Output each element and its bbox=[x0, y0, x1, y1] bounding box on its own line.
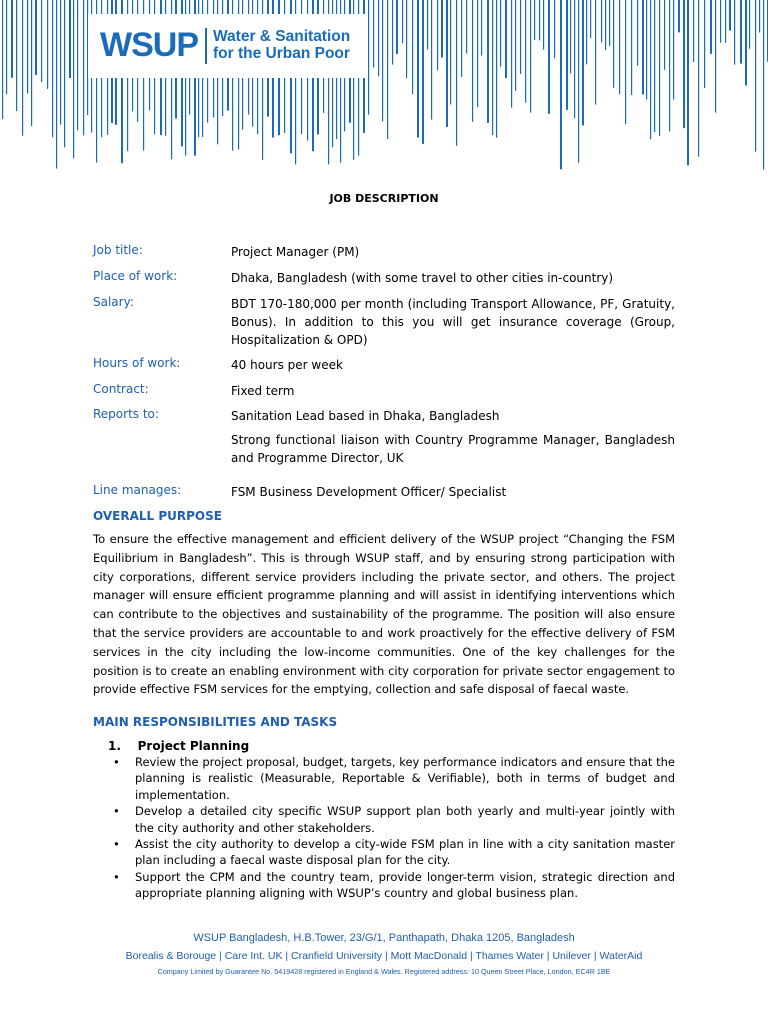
bullet-glyph: • bbox=[113, 869, 120, 884]
field-label-salary: Salary: bbox=[93, 295, 134, 309]
skyline-bar bbox=[392, 0, 393, 65]
skyline-bar bbox=[619, 0, 620, 94]
skyline-bar bbox=[601, 0, 602, 43]
skyline-bar bbox=[492, 0, 493, 135]
field-label-job-title: Job title: bbox=[93, 243, 143, 257]
skyline-bar bbox=[755, 0, 756, 152]
skyline-bar bbox=[734, 0, 735, 65]
bullet-glyph: • bbox=[113, 837, 120, 852]
list-item: • Assist the city authority to develop a city-wide FSM plan in line with a city sanitation master plan including a faecal waste disposal plan for the city. bbox=[113, 837, 675, 868]
field-value-liaison: Strong functional liaison with Country Programme Manager, Bangladesh and Programme Director, UK bbox=[231, 433, 675, 465]
field-label-contract: Contract: bbox=[93, 382, 149, 396]
list-item: • Review the project proposal, budget, targets, key performance indicators and ensure that the planning is realistic (Measurable, Reportable & Verifiable), both in terms of budget and implementation. bbox=[113, 755, 675, 802]
field-value-job-title: Project Manager (PM) bbox=[231, 245, 360, 259]
skyline-bar bbox=[729, 0, 731, 31]
skyline-bar bbox=[496, 0, 497, 138]
field-value-place-of-work: Dhaka, Bangladesh (with some travel to other cities in-country) bbox=[231, 271, 614, 285]
skyline-bar bbox=[373, 0, 374, 68]
skyline-bar bbox=[664, 0, 665, 70]
skyline-bar bbox=[402, 0, 403, 43]
skyline-bar bbox=[515, 0, 516, 91]
skyline-bar bbox=[566, 0, 568, 110]
skyline-bar bbox=[47, 0, 48, 89]
skyline-bar bbox=[422, 0, 424, 144]
logo-divider bbox=[205, 28, 207, 64]
skyline-bar bbox=[22, 0, 23, 136]
skyline-bar bbox=[560, 0, 562, 169]
skyline-bar bbox=[530, 0, 531, 113]
skyline-bar bbox=[539, 0, 540, 40]
responsibilities-heading: MAIN RESPONSIBILITIES AND TASKS bbox=[93, 715, 338, 729]
skyline-bar bbox=[16, 0, 17, 111]
field-label-line-manages: Line manages: bbox=[93, 483, 182, 497]
field-value-hours: 40 hours per week bbox=[231, 358, 343, 372]
skyline-bar bbox=[613, 0, 614, 88]
skyline-bar bbox=[590, 0, 591, 38]
skyline-bar bbox=[693, 0, 694, 62]
skyline-bar bbox=[431, 0, 432, 120]
logo-wordmark: WSUP bbox=[100, 26, 198, 64]
skyline-bar bbox=[704, 0, 705, 88]
skyline-bar bbox=[710, 0, 712, 54]
skyline-bar bbox=[720, 0, 721, 43]
skyline-bar bbox=[683, 0, 685, 128]
field-value-reports-to: Sanitation Lead based in Dhaka, Bangladesh bbox=[231, 409, 500, 423]
skyline-bar bbox=[417, 0, 419, 138]
skyline-bar bbox=[396, 0, 398, 54]
skyline-bar bbox=[582, 0, 584, 125]
skyline-bar bbox=[69, 0, 71, 78]
skyline-bar bbox=[6, 0, 7, 94]
skyline-bar bbox=[456, 0, 457, 146]
skyline-bar bbox=[740, 0, 742, 64]
skyline-bar bbox=[759, 0, 760, 33]
skyline-bar bbox=[673, 0, 674, 100]
footer-legal: Company Limited by Guarantee No. 5419428 registered in England & Wales. Registered address: 10 Queen Street Place, London, EC4R 1BE bbox=[157, 967, 611, 976]
skyline-bar bbox=[609, 0, 610, 46]
skyline-bar bbox=[77, 0, 78, 130]
list-item: • Develop a detailed city specific WSUP support plan both yearly and multi-year jointly with the city authority and other stakeholders. bbox=[113, 804, 675, 835]
skyline-bar bbox=[378, 0, 379, 76]
skyline-bar bbox=[487, 0, 489, 123]
field-value-line-manages: FSM Business Development Officer/ Specialist bbox=[231, 485, 507, 499]
skyline-bar bbox=[472, 0, 473, 122]
skyline-bar bbox=[477, 0, 478, 107]
bullet-glyph: • bbox=[113, 755, 120, 769]
overall-purpose-heading: OVERALL PURPOSE bbox=[93, 509, 222, 523]
skyline-bar bbox=[412, 0, 413, 94]
field-value-salary: BDT 170-180,000 per month (including Transport Allowance, PF, Gratuity, Bonus). In addition to this you will get insurance coverage (Group, Hospitalization & OPD) bbox=[231, 297, 675, 347]
skyline-bar bbox=[574, 0, 575, 118]
skyline-bar bbox=[387, 0, 388, 139]
skyline-bar bbox=[625, 0, 626, 124]
skyline-bar bbox=[64, 0, 65, 147]
skyline-bar bbox=[534, 0, 535, 40]
footer-partners: Borealis & Borouge | Care Int. UK | Cranfield University | Mott MacDonald | Thames Water | Unilever | WaterAid bbox=[125, 950, 643, 962]
skyline-bar bbox=[11, 0, 13, 78]
skyline-bar bbox=[763, 0, 764, 170]
field-label-hours: Hours of work: bbox=[93, 356, 181, 370]
skyline-bar bbox=[461, 0, 462, 77]
skyline-bar bbox=[749, 0, 750, 49]
skyline-bar bbox=[368, 0, 369, 115]
skyline-bar bbox=[725, 0, 726, 43]
skyline-bar bbox=[578, 0, 579, 163]
skyline-bar bbox=[595, 0, 596, 105]
skyline-bar bbox=[586, 0, 587, 64]
skyline-bar bbox=[481, 0, 482, 56]
skyline-bar bbox=[60, 0, 61, 125]
bullet-glyph: • bbox=[113, 804, 120, 819]
list-item: • Support the CPM and the country team, provide longer-term vision, strategic direction and appropriate planning aligning with WSUP’s country and global business plan. bbox=[113, 869, 675, 901]
skyline-bar bbox=[41, 0, 42, 82]
skyline-bar bbox=[35, 0, 37, 75]
skyline-bar bbox=[2, 0, 3, 119]
skyline-bar bbox=[500, 0, 501, 67]
skyline-bar bbox=[678, 0, 680, 32]
skyline-bar bbox=[605, 0, 606, 50]
skyline-bar bbox=[441, 0, 443, 58]
skyline-bar bbox=[715, 0, 716, 113]
skyline-bar bbox=[466, 0, 467, 54]
skyline-bar bbox=[52, 0, 53, 137]
skyline-bar bbox=[511, 0, 512, 108]
skyline-bar bbox=[554, 0, 555, 58]
skyline-bar bbox=[745, 0, 747, 85]
skyline-bar bbox=[698, 0, 699, 157]
skyline-bar bbox=[642, 0, 644, 94]
skyline-bar bbox=[27, 0, 28, 94]
skyline-bar bbox=[669, 0, 670, 131]
footer-address: WSUP Bangladesh, H.B.Tower, 23/G/1, Panthapath, Dhaka 1205, Bangladesh bbox=[193, 932, 575, 944]
skyline-bar bbox=[31, 0, 32, 126]
document-title: JOB DESCRIPTION bbox=[329, 192, 439, 205]
skyline-bar bbox=[525, 0, 526, 103]
skyline-bar bbox=[659, 0, 660, 136]
responsibility-bullet-list bbox=[113, 754, 675, 902]
logo-tagline-line1: Water & Sanitation bbox=[213, 28, 351, 45]
logo-tagline-line2: for the Urban Poor bbox=[213, 45, 350, 62]
skyline-bar bbox=[654, 0, 655, 132]
field-value-contract: Fixed term bbox=[231, 384, 295, 398]
project-planning-subheading: 1. Project Planning bbox=[108, 739, 250, 753]
skyline-bar bbox=[570, 0, 571, 73]
skyline-bar bbox=[687, 0, 689, 165]
skyline-bar bbox=[548, 0, 550, 114]
skyline-bar bbox=[83, 0, 84, 135]
skyline-bar bbox=[543, 0, 544, 50]
skyline-bar bbox=[520, 0, 521, 74]
skyline-bar bbox=[631, 0, 632, 95]
skyline-bar bbox=[646, 0, 647, 99]
skyline-bar bbox=[382, 0, 383, 122]
skyline-bar bbox=[56, 0, 57, 169]
skyline-bar bbox=[450, 0, 451, 104]
field-label-reports-to: Reports to: bbox=[93, 407, 159, 421]
skyline-bar bbox=[437, 0, 438, 70]
skyline-bar bbox=[650, 0, 651, 139]
skyline-bar bbox=[446, 0, 448, 127]
skyline-bar bbox=[427, 0, 428, 49]
skyline-bar bbox=[406, 0, 407, 78]
skyline-bar bbox=[637, 0, 638, 66]
skyline-bar bbox=[73, 0, 74, 158]
field-label-place-of-work: Place of work: bbox=[93, 269, 178, 283]
overall-purpose-text: To ensure the effective management and efficient delivery of the WSUP project “Changing the FSM Equilibrium in Bangladesh”. This is through WSUP staff, and by ensuring strong participation with city corporations, different service providers including the private sector, and others. The project manager will ensure efficient programme planning and will assist in identifying interventions which can contribute to the objectives and sustainability of the programme. The position will also ensure that the service providers are accountable to and work proactively for the effective delivery of FSM services in the city including the low-income communities. One of the key challenges for the position is to create an enabling environment with city corporation for private sector engagement to provide effective FSM services for the emptying, collection and safe disposal of faecal waste. bbox=[93, 532, 675, 697]
skyline-bar bbox=[505, 0, 507, 78]
